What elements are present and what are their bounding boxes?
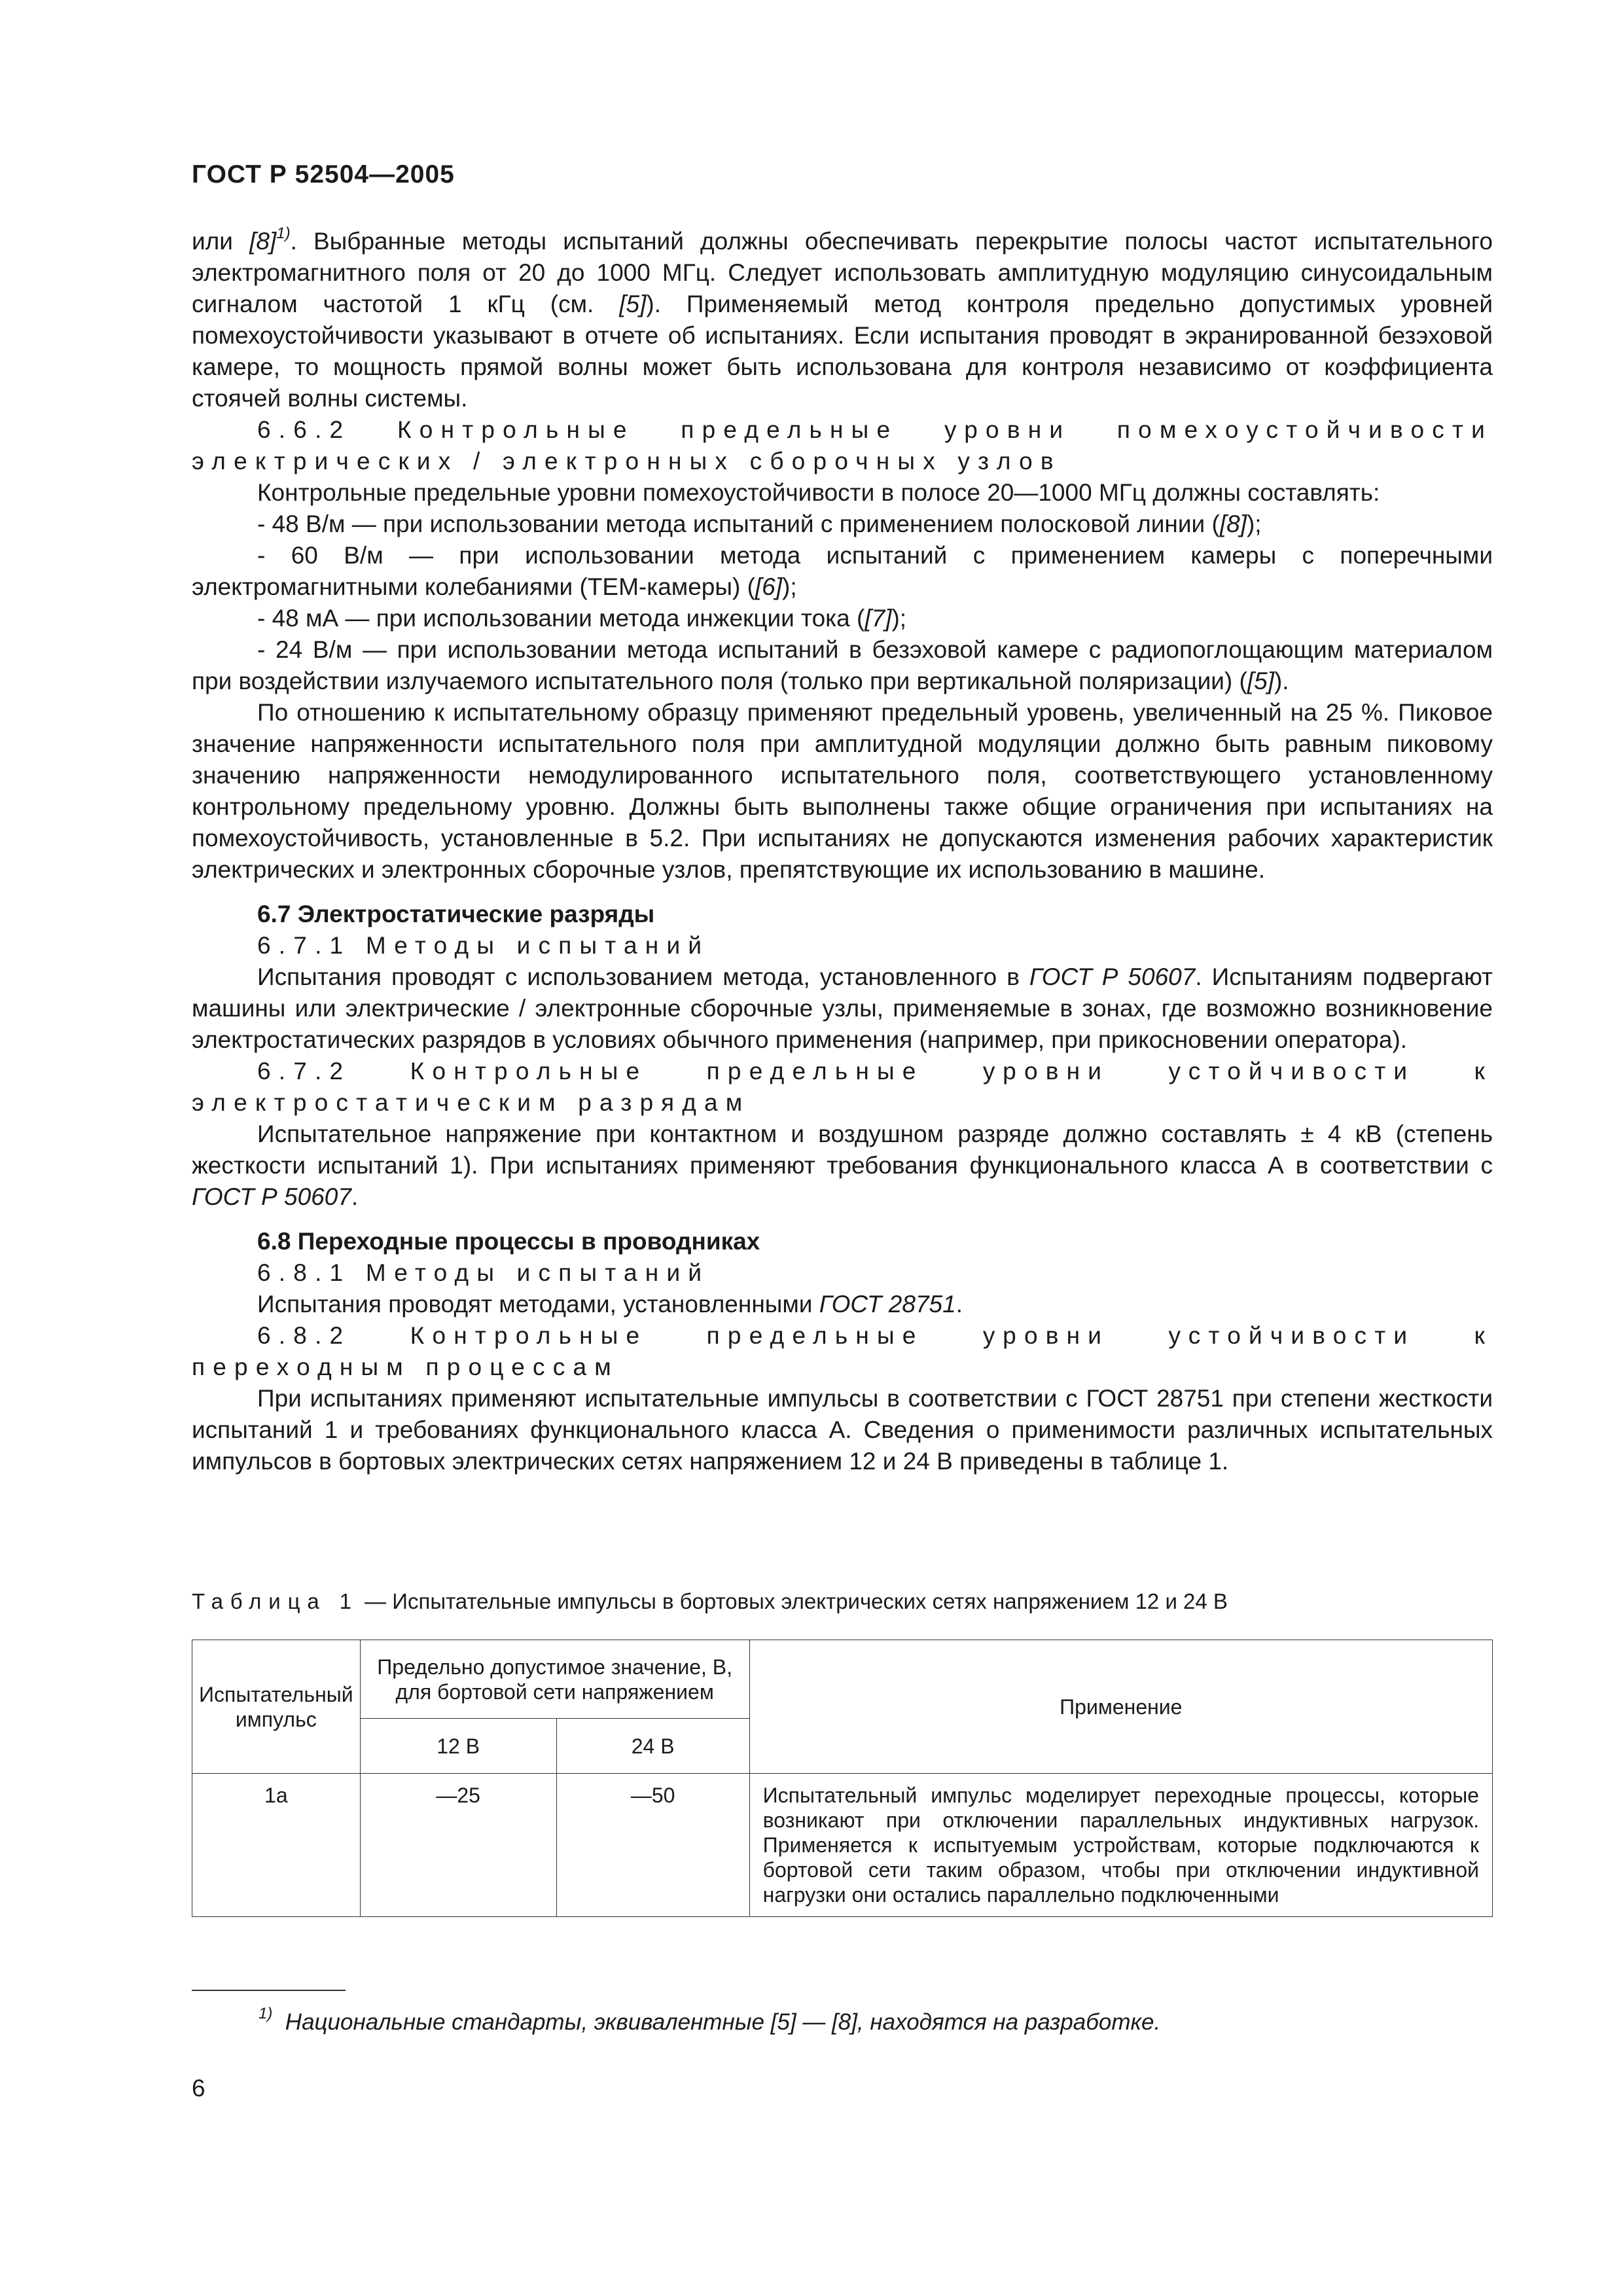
caption-label: Таблица 1 [192,1589,359,1613]
pulse-table [192,1640,1493,1917]
reference: [8] [1219,511,1247,537]
paragraph: Контрольные предельные уровни помехоустойчивости в полосе 20—1000 МГц должны составлять: [257,479,1380,506]
reference: [5] [619,291,647,317]
table-caption [192,1589,1228,1614]
paragraph-intro [192,226,1493,414]
column-header-application: Применение [749,1640,1492,1774]
list-item [192,603,1493,634]
page-body [192,226,1493,1477]
cell-12v: —25 [360,1774,556,1917]
table-row [192,1774,1493,1917]
document-header: ГОСТ Р 52504—2005 [192,160,455,188]
footnote-mark: 1) [276,224,291,242]
paragraph [192,1119,1493,1213]
footnote-divider [192,1990,346,1991]
section-6-8-1-title: 6.8.1 Методы испытаний [257,1259,710,1286]
text: - 60 В/м — при использовании метода испытаний с применением камеры с поперечными электромагнитными колебаниями (ТЕМ-камеры) ( [192,542,1493,600]
column-header-pulse: Испытательный импульс [192,1640,361,1774]
reference: ГОСТ Р 50607 [192,1183,351,1210]
paragraph [192,961,1493,1056]
reference: [6] [755,573,783,600]
text: - 48 В/м — при использовании метода испытаний с применением полосковой линии ( [257,511,1220,537]
cell-application: Испытательный импульс моделирует переходные процессы, которые возникают при отключении параллельных индуктивных нагрузок. Применяется к испытуемым устройствам, которые подключаются к бортовой сети таким образом, чтобы при отключении индуктивной нагрузки они остались параллельно подключенными [749,1774,1492,1917]
reference: ГОСТ 28751 [819,1291,956,1318]
section-6-8-2-title: 6.8.2 Контрольные предельные уровни устойчивости к переходным процессам [192,1322,1493,1380]
footnote-mark: 1) [259,2005,273,2023]
text: ). Применяемый метод контроля предельно допустимых уровней помехоустойчивости указывают в отчете об испытаниях. Если испытания проводят в экранированной безэховой камере, то мощность прямой волны может быть использована для контроля независимо от коэффициента стоячей волны системы. [192,291,1493,412]
reference: ГОСТ Р 50607 [1029,963,1196,990]
paragraph: При испытаниях применяют испытательные импульсы в соответствии с ГОСТ 28751 при степени жесткости испытаний 1 и требованиях функционального класса А. Сведения о применимости различных испытательных импульсов в бортовых электрических сетях напряжением 12 и 24 В приведены в таблице 1. [192,1385,1493,1475]
text: ); [1246,511,1262,537]
column-header-12v: 12 В [360,1719,556,1774]
text: . [955,1291,963,1318]
cell-24v: —50 [556,1774,749,1917]
text: или [192,228,250,255]
page-number: 6 [192,2075,205,2102]
section-6-7-2-title: 6.7.2 Контрольные предельные уровни устойчивости к электростатическим разрядам [192,1058,1493,1116]
cell-pulse: 1a [192,1774,361,1917]
text: ); [782,573,797,600]
list-item [192,634,1493,697]
column-header-24v: 24 В [556,1719,749,1774]
text: Испытания проводят с использованием метода, установленного в [257,963,1029,990]
section-6-8-heading: 6.8 Переходные процессы в проводниках [257,1228,760,1255]
text: . [351,1183,359,1210]
section-6-7-1-title: 6.7.1 Методы испытаний [257,932,710,959]
text: ). [1274,668,1289,694]
caption-text: — Испытательные импульсы в бортовых электрических сетях напряжением 12 и 24 В [358,1589,1228,1613]
paragraph [192,1289,1493,1320]
reference: [5] [1247,668,1274,694]
text: ); [891,605,907,632]
text: Испытания проводят методами, установленными [257,1291,819,1318]
list-item [192,540,1493,603]
text: Испытательное напряжение при контактном и воздушном разряде должно составлять ± 4 кВ (степень жесткости испытаний 1). При испытаниях применяют требования функционального класса А в соответствии с [192,1121,1493,1179]
column-header-limit: Предельно допустимое значение, В, для бортовой сети напряжением [360,1640,749,1719]
footnote-text: Национальные стандарты, эквивалентные [5] — [8], находятся на разработке. [285,2009,1161,2035]
paragraph: По отношению к испытательному образцу применяют предельный уровень, увеличенный на 25 %. Пиковое значение напряженности испытательного поля при амплитудной модуляции должно быть равным пиковому значению напряженности немодулированного испытательного поля, соответствующего установленному контрольному предельному уровню. Должны быть выполнены также общие ограничения при испытаниях на помехоустойчивость, установленные в 5.2. При испытаниях не допускаются изменения рабочих характеристик электрических и электронных сборочные узлов, препятствующие их использованию в машине. [192,699,1493,883]
section-6-6-2-title: 6.6.2 Контрольные предельные уровни помехоустойчивости электрических / электронных сборочных узлов [192,416,1493,475]
reference: [7] [865,605,892,632]
reference: [8] [249,228,277,255]
text: . Испытаниям подвергают машины или электрические / электронные сборочные узлы, применяемые в зонах, где возможно возникновение электростатических разрядов в условиях обычного применения (например, при прикосновении оператора). [192,963,1493,1053]
footnote [259,2005,1161,2036]
text: - 24 В/м — при использовании метода испытаний в безэховой камере с радиопоглощающим материалом при воздействии излучаемого испытательного поля (только при вертикальной поляризации) ( [192,636,1493,694]
text: . Выбранные методы испытаний должны обеспечивать перекрытие полосы частот испытательного электромагнитного поля от 20 до 1000 МГц. Следует использовать амплитудную модуляцию синусоидальным сигналом частотой 1 кГц (см. [192,228,1493,317]
text: - 48 мА — при использовании метода инжекции тока ( [257,605,865,632]
section-6-7-heading: 6.7 Электростатические разряды [257,901,655,927]
list-item [192,509,1493,540]
